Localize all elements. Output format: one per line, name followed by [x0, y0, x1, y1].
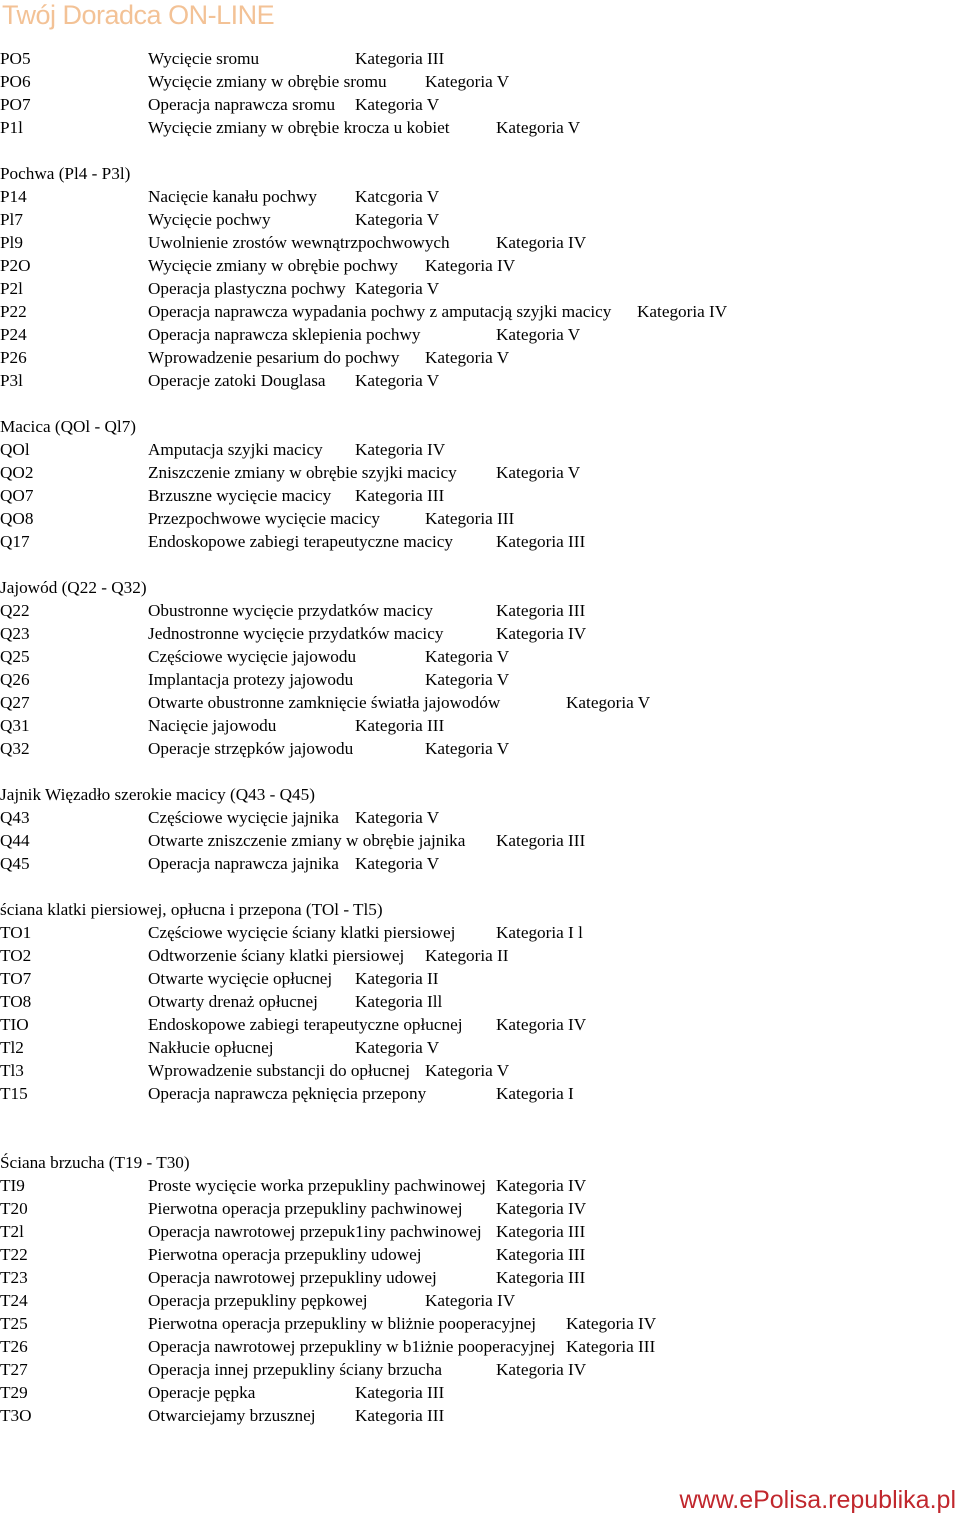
procedure-name: Wprowadzenie substancji do opłucnej: [148, 1061, 411, 1080]
procedure-category: Kategoria III: [496, 831, 586, 850]
procedure-name: Wycięcie pochwy: [148, 210, 271, 229]
procedure-code: Q26: [0, 670, 30, 689]
procedure-row: [0, 714, 960, 737]
procedure-code: Q45: [0, 854, 30, 873]
procedure-code: Pl9: [0, 233, 23, 252]
procedure-category: Kategoria V: [355, 210, 440, 229]
procedure-name: Operacja innej przepukliny ściany brzucha: [148, 1360, 442, 1379]
procedure-row: [0, 461, 960, 484]
section-heading-text: Macica (QOl - Ql7): [0, 417, 137, 436]
procedure-row: [0, 208, 960, 231]
header-logo: Twój Doradca ON-LINE: [2, 0, 275, 30]
procedure-category: Kategoria III: [496, 532, 586, 551]
procedure-row: [0, 944, 960, 967]
procedure-name: Przezpochwowe wycięcie macicy: [148, 509, 380, 528]
procedure-row: [0, 47, 960, 70]
procedure-name: Wprowadzenie pesarium do pochwy: [148, 348, 400, 367]
procedure-name: Wycięcie zmiany w obrębie sromu: [148, 72, 387, 91]
procedure-category: Kategoria V: [355, 371, 440, 390]
procedure-name: Uwolnienie zrostów wewnątrzpochwowych: [148, 233, 450, 252]
procedure-code: P24: [0, 325, 27, 344]
procedure-category: Kategoria IV: [496, 233, 587, 252]
procedure-name: Amputacja szyjki macicy: [148, 440, 323, 459]
procedure-code: Q44: [0, 831, 30, 850]
procedure-row: [0, 1174, 960, 1197]
procedure-category: Kategoria V: [355, 808, 440, 827]
section-heading: [0, 898, 960, 921]
procedure-code: Q32: [0, 739, 30, 758]
procedure-row: [0, 1036, 960, 1059]
procedure-code: T26: [0, 1337, 28, 1356]
procedure-name: Zniszczenie zmiany w obrębie szyjki macicy: [148, 463, 457, 482]
section-heading-text: Jajnik Więzadło szerokie macicy (Q43 - Q45): [0, 785, 315, 804]
section-heading-text: Jajowód (Q22 - Q32): [0, 578, 147, 597]
section-heading-text: Ściana brzucha (T19 - T30): [0, 1153, 190, 1172]
procedure-row: [0, 1404, 960, 1427]
procedure-name: Wycięcie zmiany w obrębie pochwy: [148, 256, 398, 275]
procedure-row: [0, 323, 960, 346]
procedure-row: [0, 1312, 960, 1335]
procedure-name: Częściowe wycięcie jajnika: [148, 808, 339, 827]
procedure-row: [0, 254, 960, 277]
procedure-row: [0, 852, 960, 875]
procedure-row: [0, 668, 960, 691]
procedure-row: [0, 530, 960, 553]
procedure-row: [0, 1266, 960, 1289]
procedure-row: [0, 1197, 960, 1220]
procedure-category: Kategoria II: [355, 969, 439, 988]
procedure-category: Kategoria V: [425, 670, 510, 689]
procedure-name: Nakłucie opłucnej: [148, 1038, 274, 1057]
procedure-category: Kategoria IV: [566, 1314, 657, 1333]
procedure-name: Brzuszne wycięcie macicy: [148, 486, 332, 505]
procedure-code: T3O: [0, 1406, 32, 1425]
procedure-row: [0, 507, 960, 530]
section-heading: [0, 162, 960, 185]
procedure-name: Operacja naprawcza sklepienia pochwy: [148, 325, 421, 344]
procedure-row: [0, 1358, 960, 1381]
procedure-code: T22: [0, 1245, 28, 1264]
procedure-category: Kategoria V: [425, 72, 510, 91]
procedure-row: [0, 599, 960, 622]
procedure-category: Kategoria II: [425, 946, 509, 965]
section-heading-text: ściana klatki piersiowej, opłucna i przepona (TOl - Tl5): [0, 900, 383, 919]
procedure-row: [0, 346, 960, 369]
procedure-row: [0, 806, 960, 829]
procedure-code: P26: [0, 348, 27, 367]
procedure-code: PO6: [0, 72, 31, 91]
procedure-row: [0, 737, 960, 760]
procedure-name: Jednostronne wycięcie przydatków macicy: [148, 624, 444, 643]
procedure-category: Kategoria III: [355, 1406, 445, 1425]
procedure-name: Operacja naprawcza wypadania pochwy z amputacją szyjki macicy: [148, 302, 612, 321]
procedure-row: [0, 622, 960, 645]
procedure-name: Wycięcie sromu: [148, 49, 260, 68]
procedure-category: Kategoria V: [566, 693, 651, 712]
procedure-category: Kategoria III: [355, 486, 445, 505]
procedure-category: Kategoria V: [425, 1061, 510, 1080]
procedure-row: [0, 1059, 960, 1082]
procedure-code: QOl: [0, 440, 30, 459]
procedure-code: P22: [0, 302, 27, 321]
procedure-code: T29: [0, 1383, 28, 1402]
section-spacer: [0, 392, 960, 415]
procedure-category: Kategoria IV: [496, 1199, 587, 1218]
procedure-name: Operacja przepukliny pępkowej: [148, 1291, 368, 1310]
procedure-category: Kategoria III: [496, 1245, 586, 1264]
procedure-category: Kategoria V: [355, 95, 440, 114]
procedure-name: Otwarte obustronne zamknięcie światła jajowodów: [148, 693, 501, 712]
procedure-name: Pierwotna operacja przepukliny udowej: [148, 1245, 422, 1264]
procedure-category: Kategoria I l: [496, 923, 583, 942]
procedure-code: QO7: [0, 486, 34, 505]
procedure-name: Otwarciejamy brzusznej: [148, 1406, 316, 1425]
procedure-name: Operacja naprawcza sromu: [148, 95, 336, 114]
procedure-category: Kategoria III: [355, 1383, 445, 1402]
procedure-code: P1l: [0, 118, 23, 137]
procedure-name: Endoskopowe zabiegi terapeutyczne opłucnej: [148, 1015, 463, 1034]
procedure-name: Operacje strzępków jajowodu: [148, 739, 354, 758]
procedure-row: [0, 300, 960, 323]
procedure-name: Pierwotna operacja przepukliny w bliżnie pooperacyjnej: [148, 1314, 537, 1333]
procedure-category: Kategoria III: [496, 1222, 586, 1241]
procedure-code: TO2: [0, 946, 32, 965]
procedure-code: T27: [0, 1360, 28, 1379]
procedure-category: Kategoria III: [425, 509, 515, 528]
procedure-row: [0, 1220, 960, 1243]
procedure-category: Kategoria I: [496, 1084, 574, 1103]
procedure-code: Q27: [0, 693, 30, 712]
procedure-code: Q31: [0, 716, 30, 735]
procedure-category: Kategoria IV: [496, 1176, 587, 1195]
procedure-code: PO7: [0, 95, 31, 114]
procedure-row: [0, 185, 960, 208]
procedure-code: P14: [0, 187, 27, 206]
procedure-category: Kategoria IV: [425, 1291, 516, 1310]
procedure-row: [0, 1013, 960, 1036]
procedure-code: T2l: [0, 1222, 24, 1241]
procedure-name: Otwarte wycięcie opłucnej: [148, 969, 333, 988]
procedure-code: QO2: [0, 463, 34, 482]
procedure-name: Obustronne wycięcie przydatków macicy: [148, 601, 433, 620]
procedure-category: Kategoria III: [496, 601, 586, 620]
footer-url[interactable]: www.ePolisa.republika.pl: [679, 1486, 956, 1514]
procedure-row: [0, 921, 960, 944]
procedure-row: [0, 93, 960, 116]
procedure-code: T20: [0, 1199, 28, 1218]
procedure-row: [0, 438, 960, 461]
procedure-category: Katcgoria V: [355, 187, 440, 206]
procedure-row: [0, 116, 960, 139]
procedure-category: Kategoria III: [566, 1337, 656, 1356]
section-spacer: [0, 1105, 960, 1151]
procedure-row: [0, 1082, 960, 1105]
procedure-category: Kategoria V: [355, 854, 440, 873]
procedure-name: Otwarty drenaż opłucnej: [148, 992, 318, 1011]
procedure-name: Pierwotna operacja przepukliny pachwinowej: [148, 1199, 463, 1218]
procedure-name: Otwarte zniszczenie zmiany w obrębie jajnika: [148, 831, 466, 850]
procedure-code: TO1: [0, 923, 32, 942]
procedure-category: Kategoria IV: [496, 1360, 587, 1379]
procedure-code: Q17: [0, 532, 30, 551]
procedure-row: [0, 231, 960, 254]
procedure-name: Operacja naprawcza pęknięcia przepony: [148, 1084, 427, 1103]
procedure-category: Kategoria III: [355, 49, 445, 68]
procedure-code: T25: [0, 1314, 28, 1333]
procedure-row: [0, 1289, 960, 1312]
procedure-category: Kategoria V: [425, 647, 510, 666]
procedure-name: Częściowe wycięcie ściany klatki piersiowej: [148, 923, 456, 942]
procedure-list: [0, 47, 960, 1427]
procedure-code: TO7: [0, 969, 32, 988]
procedure-row: [0, 1381, 960, 1404]
procedure-code: TO8: [0, 992, 32, 1011]
procedure-name: Nacięcie kanału pochwy: [148, 187, 317, 206]
procedure-name: Nacięcie jajowodu: [148, 716, 277, 735]
procedure-row: [0, 1243, 960, 1266]
procedure-code: T15: [0, 1084, 28, 1103]
procedure-code: P2O: [0, 256, 31, 275]
procedure-code: Tl2: [0, 1038, 24, 1057]
procedure-row: [0, 70, 960, 93]
procedure-row: [0, 277, 960, 300]
section-heading: [0, 415, 960, 438]
procedure-code: Pl7: [0, 210, 23, 229]
section-heading: [0, 1151, 960, 1174]
procedure-name: Operacja nawrotowej przepukliny udowej: [148, 1268, 437, 1287]
procedure-category: Kategoria IV: [637, 302, 728, 321]
procedure-code: TIO: [0, 1015, 29, 1034]
procedure-category: Kategoria Ill: [355, 992, 443, 1011]
procedure-name: Operacja naprawcza jajnika: [148, 854, 339, 873]
section-spacer: [0, 139, 960, 162]
section-heading: [0, 783, 960, 806]
section-heading-text: Pochwa (Pl4 - P3l): [0, 164, 131, 183]
procedure-category: Kategoria IV: [355, 440, 446, 459]
procedure-row: [0, 645, 960, 668]
procedure-category: Kategoria V: [355, 279, 440, 298]
procedure-category: Kategoria IV: [496, 624, 587, 643]
procedure-category: Kategoria III: [496, 1268, 586, 1287]
procedure-category: Kategoria V: [496, 118, 581, 137]
procedure-name: Operacje pępka: [148, 1383, 256, 1402]
procedure-code: Q22: [0, 601, 30, 620]
procedure-name: Operacje zatoki Douglasa: [148, 371, 326, 390]
procedure-category: Kategoria IV: [496, 1015, 587, 1034]
procedure-code: Q23: [0, 624, 30, 643]
procedure-row: [0, 484, 960, 507]
procedure-name: Operacja plastyczna pochwy: [148, 279, 346, 298]
procedure-code: T23: [0, 1268, 28, 1287]
procedure-code: TI9: [0, 1176, 25, 1195]
procedure-row: [0, 990, 960, 1013]
procedure-name: Odtworzenie ściany klatki piersiowej: [148, 946, 405, 965]
procedure-code: QO8: [0, 509, 34, 528]
procedure-category: Kategoria IV: [425, 256, 516, 275]
procedure-code: T24: [0, 1291, 28, 1310]
section-spacer: [0, 875, 960, 898]
procedure-category: Kategoria V: [496, 463, 581, 482]
procedure-name: Wycięcie zmiany w obrębie krocza u kobiet: [148, 118, 450, 137]
procedure-category: Kategoria V: [425, 739, 510, 758]
procedure-name: Częściowe wycięcie jajowodu: [148, 647, 357, 666]
procedure-code: Tl3: [0, 1061, 24, 1080]
section-spacer: [0, 553, 960, 576]
procedure-row: [0, 691, 960, 714]
procedure-row: [0, 967, 960, 990]
procedure-category: Kategoria V: [425, 348, 510, 367]
procedure-row: [0, 1335, 960, 1358]
procedure-category: Kategoria III: [355, 716, 445, 735]
procedure-row: [0, 369, 960, 392]
procedure-name: Endoskopowe zabiegi terapeutyczne macicy: [148, 532, 453, 551]
procedure-code: Q25: [0, 647, 30, 666]
procedure-name: Operacja nawrotowej przepuk1iny pachwinowej: [148, 1222, 482, 1241]
procedure-name: Operacja nawrotowej przepukliny w b1iżnie pooperacyjnej: [148, 1337, 556, 1356]
section-heading: [0, 576, 960, 599]
procedure-row: [0, 829, 960, 852]
procedure-code: P2l: [0, 279, 23, 298]
procedure-name: Proste wycięcie worka przepukliny pachwinowej: [148, 1176, 486, 1195]
procedure-code: P3l: [0, 371, 23, 390]
procedure-category: Kategoria V: [496, 325, 581, 344]
procedure-code: Q43: [0, 808, 30, 827]
procedure-code: PO5: [0, 49, 31, 68]
section-spacer: [0, 760, 960, 783]
procedure-category: Kategoria V: [355, 1038, 440, 1057]
procedure-name: Implantacja protezy jajowodu: [148, 670, 354, 689]
